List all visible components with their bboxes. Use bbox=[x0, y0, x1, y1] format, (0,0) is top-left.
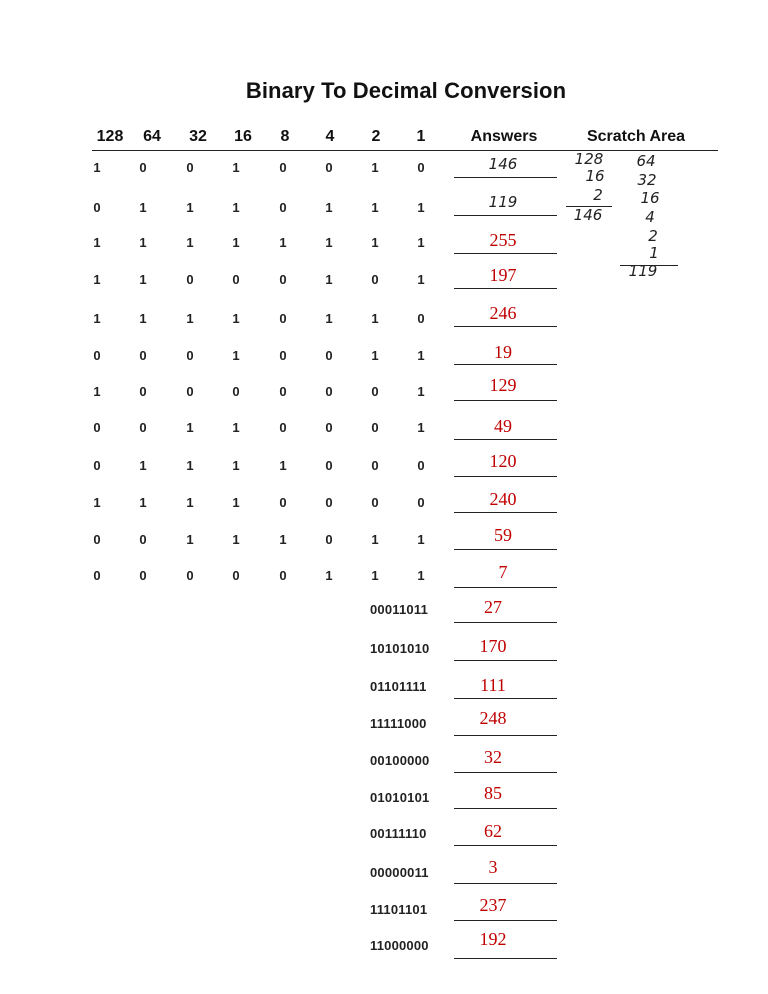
bit-cell: 1 bbox=[139, 200, 147, 215]
answer-value: 240 bbox=[489, 489, 517, 509]
bit-cell: 0 bbox=[186, 272, 194, 287]
answer-value: 255 bbox=[489, 230, 517, 250]
answer-line bbox=[454, 549, 557, 550]
answer-line bbox=[454, 698, 557, 699]
answer-value: 111 bbox=[480, 675, 506, 695]
answer-line bbox=[454, 215, 557, 216]
scratch-number: 32 bbox=[637, 171, 657, 189]
bit-cell: 1 bbox=[93, 160, 101, 175]
bit-cell: 1 bbox=[371, 311, 379, 326]
bit-cell: 0 bbox=[93, 532, 101, 547]
bit-cell: 1 bbox=[417, 532, 425, 547]
bit-cell: 1 bbox=[93, 495, 101, 510]
header-rule bbox=[92, 150, 718, 151]
answer-line bbox=[454, 476, 557, 477]
bit-cell: 1 bbox=[139, 495, 147, 510]
scratch-sum-line bbox=[620, 265, 678, 266]
bit-cell: 0 bbox=[325, 348, 333, 363]
answer-line bbox=[454, 253, 557, 254]
bit-cell: 0 bbox=[232, 272, 240, 287]
bit-cell: 0 bbox=[371, 420, 379, 435]
answer-value: 7 bbox=[498, 562, 508, 582]
bit-cell: 1 bbox=[232, 348, 240, 363]
bit-cell: 0 bbox=[417, 311, 425, 326]
answer-value: 3 bbox=[488, 857, 498, 877]
bit-cell: 1 bbox=[139, 458, 147, 473]
answer-line bbox=[454, 177, 557, 178]
bit-cell: 1 bbox=[186, 311, 194, 326]
answer-line bbox=[454, 883, 557, 884]
bit-cell: 1 bbox=[186, 495, 194, 510]
bit-cell: 0 bbox=[325, 160, 333, 175]
bit-cell: 0 bbox=[139, 348, 147, 363]
scratch-number: 2 bbox=[648, 227, 658, 245]
bit-cell: 1 bbox=[232, 200, 240, 215]
answer-line bbox=[454, 288, 557, 289]
binary-string: 11000000 bbox=[370, 938, 429, 953]
answer-line bbox=[454, 622, 557, 623]
bit-cell: 1 bbox=[371, 235, 379, 250]
scratch-sum-line bbox=[566, 206, 612, 207]
bit-cell: 0 bbox=[139, 568, 147, 583]
scratch-number: 146 bbox=[573, 206, 603, 224]
bit-header-8: 8 bbox=[280, 128, 290, 145]
answer-value: 246 bbox=[489, 303, 517, 323]
answer-line bbox=[454, 439, 557, 440]
answer-value: 85 bbox=[484, 783, 502, 803]
bit-cell: 0 bbox=[93, 458, 101, 473]
answer-value: 49 bbox=[494, 416, 512, 436]
bit-cell: 0 bbox=[279, 200, 287, 215]
bit-cell: 1 bbox=[139, 272, 147, 287]
bit-cell: 1 bbox=[139, 235, 147, 250]
bit-cell: 1 bbox=[417, 200, 425, 215]
bit-cell: 1 bbox=[139, 311, 147, 326]
bit-cell: 0 bbox=[186, 568, 194, 583]
answer-value: 237 bbox=[479, 895, 507, 915]
bit-cell: 0 bbox=[186, 348, 194, 363]
bit-cell: 0 bbox=[279, 272, 287, 287]
scratch-number: 16 bbox=[585, 167, 605, 185]
answer-value: 120 bbox=[489, 451, 517, 471]
bit-cell: 0 bbox=[371, 458, 379, 473]
answer-line bbox=[454, 326, 557, 327]
bit-cell: 1 bbox=[417, 272, 425, 287]
answer-value: 170 bbox=[479, 636, 507, 656]
answer-line bbox=[454, 364, 557, 365]
bit-cell: 0 bbox=[325, 495, 333, 510]
answer-value: 129 bbox=[489, 375, 517, 395]
bit-cell: 0 bbox=[279, 495, 287, 510]
bit-cell: 0 bbox=[139, 532, 147, 547]
bit-cell: 1 bbox=[232, 495, 240, 510]
bit-cell: 1 bbox=[325, 200, 333, 215]
bit-cell: 0 bbox=[279, 384, 287, 399]
bit-cell: 0 bbox=[417, 160, 425, 175]
answer-value: 248 bbox=[479, 708, 507, 728]
bit-cell: 0 bbox=[232, 568, 240, 583]
binary-string: 00011011 bbox=[370, 602, 429, 617]
answer-value: 32 bbox=[484, 747, 502, 767]
scratch-number: 2 bbox=[593, 186, 603, 204]
bit-cell: 1 bbox=[417, 348, 425, 363]
answer-value: 19 bbox=[494, 342, 512, 362]
bit-cell: 0 bbox=[93, 420, 101, 435]
bit-cell: 0 bbox=[279, 420, 287, 435]
bit-cell: 0 bbox=[93, 348, 101, 363]
answer-line bbox=[454, 920, 557, 921]
answer-line bbox=[454, 400, 557, 401]
bit-cell: 0 bbox=[279, 311, 287, 326]
answer-line bbox=[454, 735, 557, 736]
bit-cell: 1 bbox=[371, 160, 379, 175]
scratch-number: 119 bbox=[628, 262, 658, 280]
bit-cell: 1 bbox=[186, 235, 194, 250]
binary-string: 11101101 bbox=[370, 902, 428, 917]
bit-cell: 1 bbox=[232, 311, 240, 326]
scratch-number: 16 bbox=[640, 189, 660, 207]
bit-cell: 1 bbox=[186, 200, 194, 215]
scratch-number: 64 bbox=[636, 152, 656, 170]
answer-line bbox=[454, 772, 557, 773]
bit-cell: 1 bbox=[371, 532, 379, 547]
bit-cell: 0 bbox=[325, 384, 333, 399]
bit-header-4: 4 bbox=[325, 128, 335, 145]
binary-string: 00111110 bbox=[370, 826, 427, 841]
bit-cell: 0 bbox=[139, 160, 147, 175]
bit-cell: 0 bbox=[417, 458, 425, 473]
bit-cell: 1 bbox=[325, 568, 333, 583]
bit-cell: 1 bbox=[279, 532, 287, 547]
answer-value: 119 bbox=[488, 193, 518, 211]
bit-cell: 1 bbox=[93, 311, 101, 326]
bit-cell: 1 bbox=[186, 420, 194, 435]
bit-cell: 1 bbox=[325, 235, 333, 250]
bit-cell: 1 bbox=[371, 200, 379, 215]
answer-value: 27 bbox=[484, 597, 502, 617]
bit-header-64: 64 bbox=[143, 128, 161, 145]
bit-cell: 1 bbox=[232, 160, 240, 175]
bit-cell: 1 bbox=[417, 420, 425, 435]
answer-value: 146 bbox=[488, 155, 518, 173]
binary-string: 01101111 bbox=[370, 679, 427, 694]
bit-cell: 1 bbox=[232, 458, 240, 473]
bit-cell: 1 bbox=[371, 568, 379, 583]
bit-cell: 1 bbox=[417, 568, 425, 583]
bit-header-128: 128 bbox=[96, 128, 124, 145]
answer-value: 192 bbox=[479, 929, 507, 949]
answer-value: 59 bbox=[494, 525, 512, 545]
bit-cell: 0 bbox=[279, 348, 287, 363]
bit-cell: 0 bbox=[186, 384, 194, 399]
bit-header-2: 2 bbox=[371, 128, 381, 145]
bit-cell: 0 bbox=[325, 532, 333, 547]
answer-line bbox=[454, 958, 557, 959]
bit-cell: 0 bbox=[186, 160, 194, 175]
bit-cell: 1 bbox=[417, 384, 425, 399]
answers-header: Answers bbox=[470, 128, 538, 145]
bit-cell: 0 bbox=[325, 420, 333, 435]
answer-value: 197 bbox=[489, 265, 517, 285]
bit-cell: 1 bbox=[186, 458, 194, 473]
scratch-number: 1 bbox=[649, 244, 659, 262]
binary-string: 10101010 bbox=[370, 641, 430, 656]
bit-cell: 0 bbox=[325, 458, 333, 473]
answer-line bbox=[454, 845, 557, 846]
bit-cell: 0 bbox=[371, 272, 379, 287]
bit-header-16: 16 bbox=[234, 128, 252, 145]
bit-cell: 1 bbox=[325, 311, 333, 326]
scratch-area-header: Scratch Area bbox=[586, 128, 686, 145]
bit-cell: 1 bbox=[417, 235, 425, 250]
bit-cell: 1 bbox=[186, 532, 194, 547]
bit-cell: 1 bbox=[232, 420, 240, 435]
bit-cell: 0 bbox=[279, 568, 287, 583]
bit-cell: 1 bbox=[371, 348, 379, 363]
binary-string: 01010101 bbox=[370, 790, 430, 805]
bit-cell: 0 bbox=[139, 384, 147, 399]
bit-cell: 0 bbox=[93, 568, 101, 583]
bit-cell: 0 bbox=[371, 384, 379, 399]
bit-cell: 0 bbox=[371, 495, 379, 510]
bit-header-32: 32 bbox=[189, 128, 207, 145]
bit-cell: 1 bbox=[232, 532, 240, 547]
bit-cell: 1 bbox=[93, 272, 101, 287]
bit-cell: 0 bbox=[139, 420, 147, 435]
answer-line bbox=[454, 808, 557, 809]
bit-cell: 0 bbox=[417, 495, 425, 510]
bit-cell: 0 bbox=[93, 200, 101, 215]
binary-string: 11111000 bbox=[370, 716, 427, 731]
bit-cell: 1 bbox=[93, 235, 101, 250]
binary-string: 00100000 bbox=[370, 753, 430, 768]
bit-cell: 0 bbox=[279, 160, 287, 175]
bit-cell: 0 bbox=[232, 384, 240, 399]
bit-cell: 1 bbox=[232, 235, 240, 250]
bit-cell: 1 bbox=[279, 235, 287, 250]
answer-line bbox=[454, 587, 557, 588]
scratch-number: 128 bbox=[574, 150, 604, 168]
bit-cell: 1 bbox=[279, 458, 287, 473]
answer-value: 62 bbox=[484, 821, 502, 841]
bit-cell: 1 bbox=[93, 384, 101, 399]
bit-cell: 1 bbox=[325, 272, 333, 287]
scratch-number: 4 bbox=[645, 208, 655, 226]
bit-header-1: 1 bbox=[416, 128, 426, 145]
answer-line bbox=[454, 512, 557, 513]
answer-line bbox=[454, 660, 557, 661]
page-title: Binary To Decimal Conversion bbox=[245, 78, 567, 103]
binary-string: 00000011 bbox=[370, 865, 429, 880]
